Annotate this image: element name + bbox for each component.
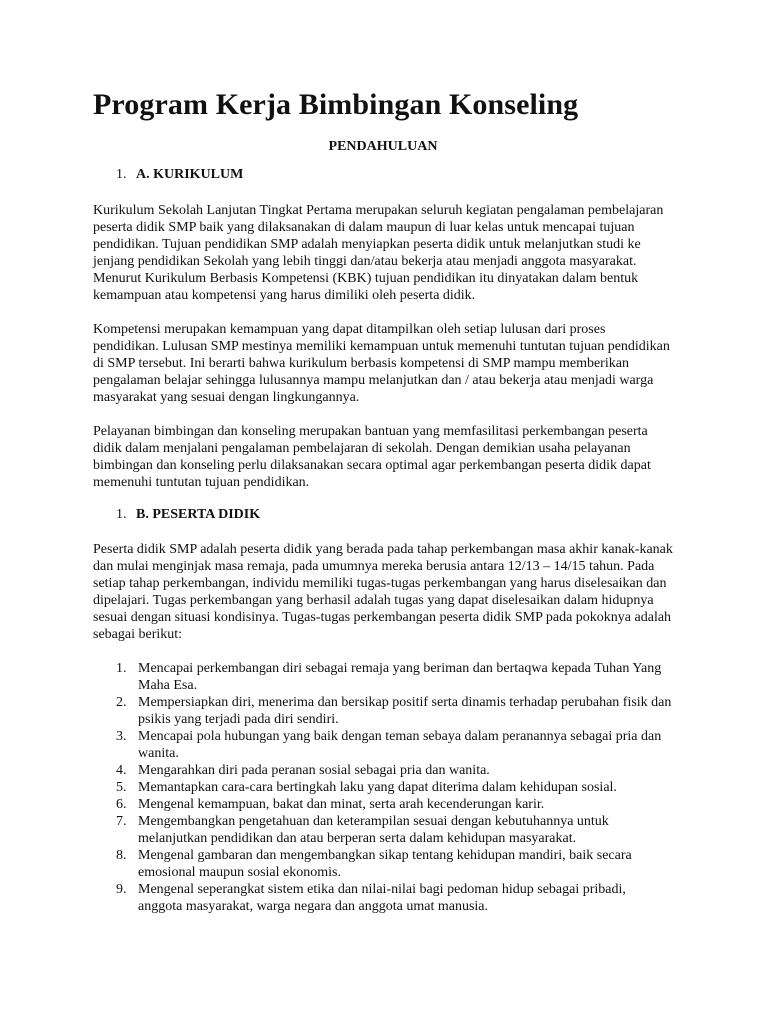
list-item-number: 3. — [116, 729, 127, 744]
list-item-text: Mengembangkan pengetahuan dan keterampilan sesuai dengan kebutuhannya untuk melanjutkan pendidikan dan atau berperan serta dalam kehidupan masyarakat. — [138, 814, 609, 846]
list-item-number: 4. — [116, 763, 127, 778]
section-heading-kurikulum — [93, 166, 673, 184]
developmental-tasks-list — [93, 660, 673, 915]
list-item-text: Mengenal seperangkat sistem etika dan nilai-nilai bagi pedoman hidup sebagai pribadi, anggota masyarakat, warga negara dan anggota umat manusia. — [138, 882, 626, 914]
list-item-text: Memantapkan cara-cara bertingkah laku yang dapat diterima dalam kehidupan sosial. — [138, 780, 617, 795]
section-title: B. PESERTA DIDIK — [136, 507, 261, 522]
list-item-number: 8. — [116, 848, 127, 863]
list-item — [93, 762, 673, 779]
list-item-text: Mengenal kemampuan, bakat dan minat, serta arah kecenderungan karir. — [138, 797, 545, 812]
list-item-number: 9. — [116, 882, 127, 897]
list-item — [93, 796, 673, 813]
list-item — [93, 660, 673, 694]
intro-heading: PENDAHULUAN — [328, 139, 438, 154]
section-number: 1. — [116, 507, 127, 522]
list-item-text: Mengenal gambaran dan mengembangkan sikap tentang kehidupan mandiri, baik secara emosional maupun sosial ekonomis. — [138, 848, 632, 880]
list-item — [93, 728, 673, 762]
document-page — [93, 86, 673, 915]
paragraph-peserta-didik: Peserta didik SMP adalah peserta didik yang berada pada tahap perkembangan masa akhir kanak-kanak dan mulai menginjak masa remaja, pada umumnya mereka berusia antara 12/13 – 14/15 tahun. Pada setiap tahap perkembangan, individu memiliki tugas-tugas perkembangan yang harus diselesaikan dan dipelajari. Tugas perkembangan yang berhasil adalah tugas yang dapat diselesaikan dalam hidupnya sesuai dengan situasi kondisinya. Tugas-tugas perkembangan peserta didik SMP pada pokoknya adalah sebagai berikut: — [93, 542, 673, 642]
document-title: Program Kerja Bimbingan Konseling — [93, 88, 579, 121]
list-item-text: Mencapai perkembangan diri sebagai remaja yang beriman dan bertaqwa kepada Tuhan Yang Maha Esa. — [138, 661, 662, 693]
list-item-number: 2. — [116, 695, 127, 710]
paragraph-kurikulum-1: Kurikulum Sekolah Lanjutan Tingkat Pertama merupakan seluruh kegiatan pengalaman pembelajaran peserta didik SMP baik yang dilaksanakan di dalam maupun di luar kelas untuk mencapai tujuan pendidikan. Tujuan pendidikan SMP adalah menyiapkan peserta didik untuk melanjutkan studi ke jenjang pendidikan Sekolah yang lebih tinggi dan/atau bekerja atau menjadi anggota masyarakat. Menurut Kurikulum Berbasis Kompetensi (KBK) tujuan pendidikan itu dinyatakan dalam bentuk kemampuan atau kompetensi yang harus dimiliki oleh peserta didik. — [93, 203, 664, 303]
list-item-number: 7. — [116, 814, 127, 829]
list-item — [93, 694, 673, 728]
section-number: 1. — [116, 167, 127, 182]
list-item — [93, 779, 673, 796]
list-item — [93, 847, 673, 881]
list-item — [93, 881, 673, 915]
section-title: A. KURIKULUM — [136, 167, 244, 182]
list-item-text: Mengarahkan diri pada peranan sosial sebagai pria dan wanita. — [138, 763, 490, 778]
section-heading-peserta-didik — [93, 506, 673, 524]
list-item-number: 5. — [116, 780, 127, 795]
list-item-number: 6. — [116, 797, 127, 812]
list-item-text: Mempersiapkan diri, menerima dan bersikap positif serta dinamis terhadap perubahan fisik dan psikis yang terjadi pada diri sendiri. — [138, 695, 672, 727]
paragraph-kurikulum-2: Kompetensi merupakan kemampuan yang dapat ditampilkan oleh setiap lulusan dari proses pendidikan. Lulusan SMP mestinya memiliki kemampuan untuk memenuhi tuntutan tujuan pendidikan di SMP tersebut. Ini berarti bahwa kurikulum berbasis kompetensi di SMP mampu memberikan pengalaman belajar sehingga lulusannya mampu melanjutkan dan / atau bekerja atau menjadi warga masyarakat yang sesuai dengan lingkungannya. — [93, 322, 670, 405]
paragraph-kurikulum-3: Pelayanan bimbingan dan konseling merupakan bantuan yang memfasilitasi perkembangan peserta didik dalam menjalani pengalaman pembelajaran di sekolah. Dengan demikian usaha pelayanan bimbingan dan konseling perlu dilaksanakan secara optimal agar perkembangan peserta didik dapat memenuhi tuntutan tujuan pendidikan. — [93, 424, 651, 490]
list-item — [93, 813, 673, 847]
list-item-number: 1. — [116, 661, 127, 676]
list-item-text: Mencapai pola hubungan yang baik dengan teman sebaya dalam peranannya sebagai pria dan wanita. — [138, 729, 662, 761]
